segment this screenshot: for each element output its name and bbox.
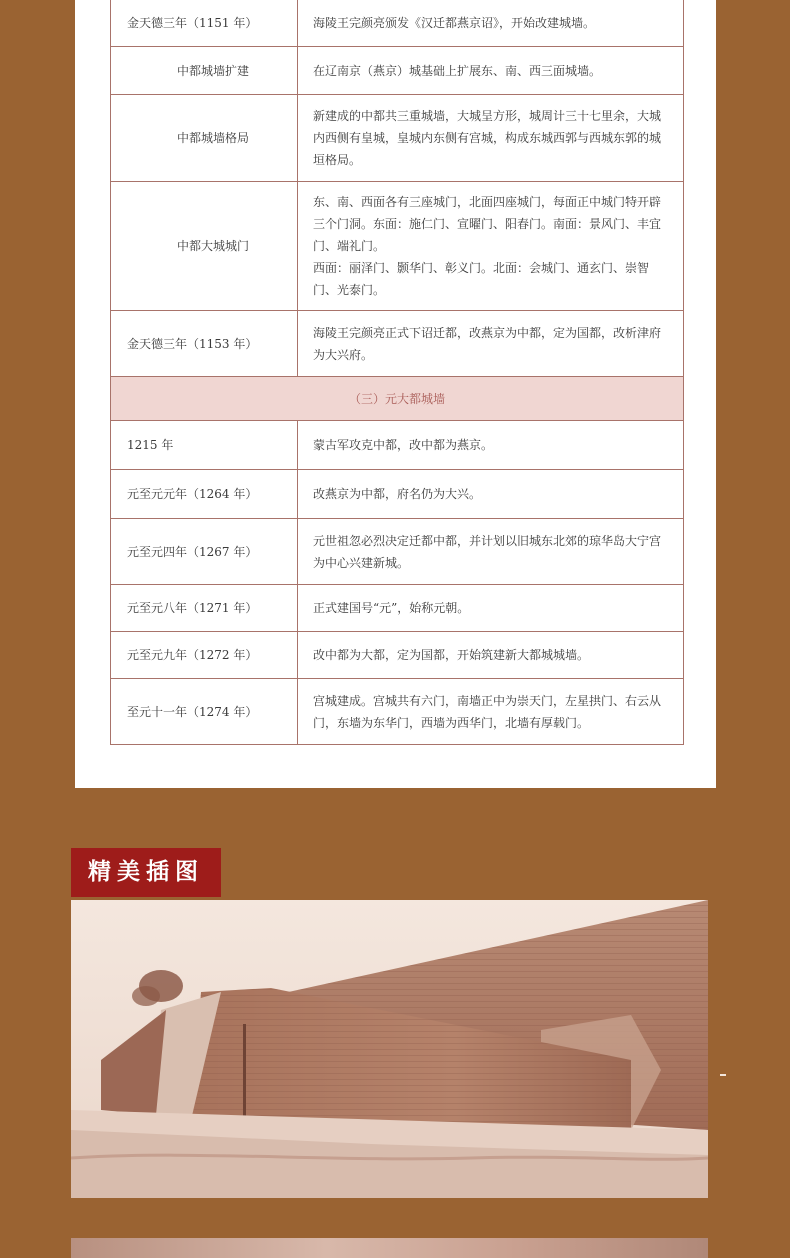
event-cell: 在辽南京（燕京）城基础上扩展东、南、西三面城墙。 xyxy=(298,47,684,95)
event-cell: 改中都为大都，定为国都，开始筑建新大都城城墙。 xyxy=(298,632,684,679)
next-photo-edge xyxy=(71,1238,708,1258)
event-cell: 新建成的中都共三重城墙，大城呈方形，城周计三十七里余，大城内西侧有皇城，皇城内东侧有宫城，构成东城西郭与西城东郭的城垣格局。 xyxy=(298,95,684,182)
section-header-row xyxy=(111,377,684,421)
date-cell: 元至元九年（1272 年） xyxy=(111,632,298,679)
date-cell: 元至元四年（1267 年） xyxy=(111,519,298,585)
table-row xyxy=(111,182,684,311)
event-cell: 元世祖忽必烈决定迁都中都，并计划以旧城东北郊的琼华岛大宁宫为中心兴建新城。 xyxy=(298,519,684,585)
divider-mark xyxy=(720,1074,726,1076)
event-text: 西面：丽泽门、颢华门、彰义门。北面：会城门、通玄门、崇智门、光泰门。 xyxy=(313,261,650,297)
event-cell: 正式建国号“元”，始称元朝。 xyxy=(298,585,684,632)
event-cell: 改燕京为中都，府名仍为大兴。 xyxy=(298,470,684,519)
event-cell xyxy=(298,182,684,311)
section-title: （三）元大都城墙 xyxy=(111,377,684,421)
event-cell: 蒙古军攻克中都，改中都为燕京。 xyxy=(298,421,684,470)
topic-cell: 中都大城城门 xyxy=(111,182,298,311)
table-row xyxy=(111,95,684,182)
date-cell: 金天德三年（1151 年） xyxy=(111,0,298,47)
table-row xyxy=(111,421,684,470)
topic-cell: 中都城墙扩建 xyxy=(111,47,298,95)
city-wall-illustration xyxy=(71,900,708,1198)
chronology-table xyxy=(110,0,684,745)
event-cell: 宫城建成。宫城共有六门，南墙正中为崇天门，左星拱门、右云从门，东墙为东华门，西墙为西华门，北墙有厚载门。 xyxy=(298,679,684,745)
table-row xyxy=(111,585,684,632)
event-cell: 海陵王完颜亮颁发《汉迁都燕京诏》，开始改建城墙。 xyxy=(298,0,684,47)
table-row xyxy=(111,0,684,47)
event-text: 东、南、西面各有三座城门，北面四座城门，每面正中城门特开辟三个门洞。东面：施仁门、宣曜门、阳春门。南面：景风门、丰宜门、端礼门。 xyxy=(313,195,662,253)
table-row xyxy=(111,519,684,585)
event-cell: 海陵王完颜亮正式下诏迁都，改燕京为中都，定为国都，改析津府为大兴府。 xyxy=(298,311,684,377)
table-row xyxy=(111,632,684,679)
topic-cell: 中都城墙格局 xyxy=(111,95,298,182)
date-cell: 金天德三年（1153 年） xyxy=(111,311,298,377)
date-cell: 元至元元年（1264 年） xyxy=(111,470,298,519)
document-page xyxy=(75,0,716,788)
table-row xyxy=(111,311,684,377)
city-wall-photo xyxy=(71,900,708,1198)
illustration-label: 精美插图 xyxy=(71,848,221,897)
table-row xyxy=(111,679,684,745)
table-row xyxy=(111,470,684,519)
date-cell: 元至元八年（1271 年） xyxy=(111,585,298,632)
date-cell: 至元十一年（1274 年） xyxy=(111,679,298,745)
date-cell: 1215 年 xyxy=(111,421,298,470)
table-row xyxy=(111,47,684,95)
